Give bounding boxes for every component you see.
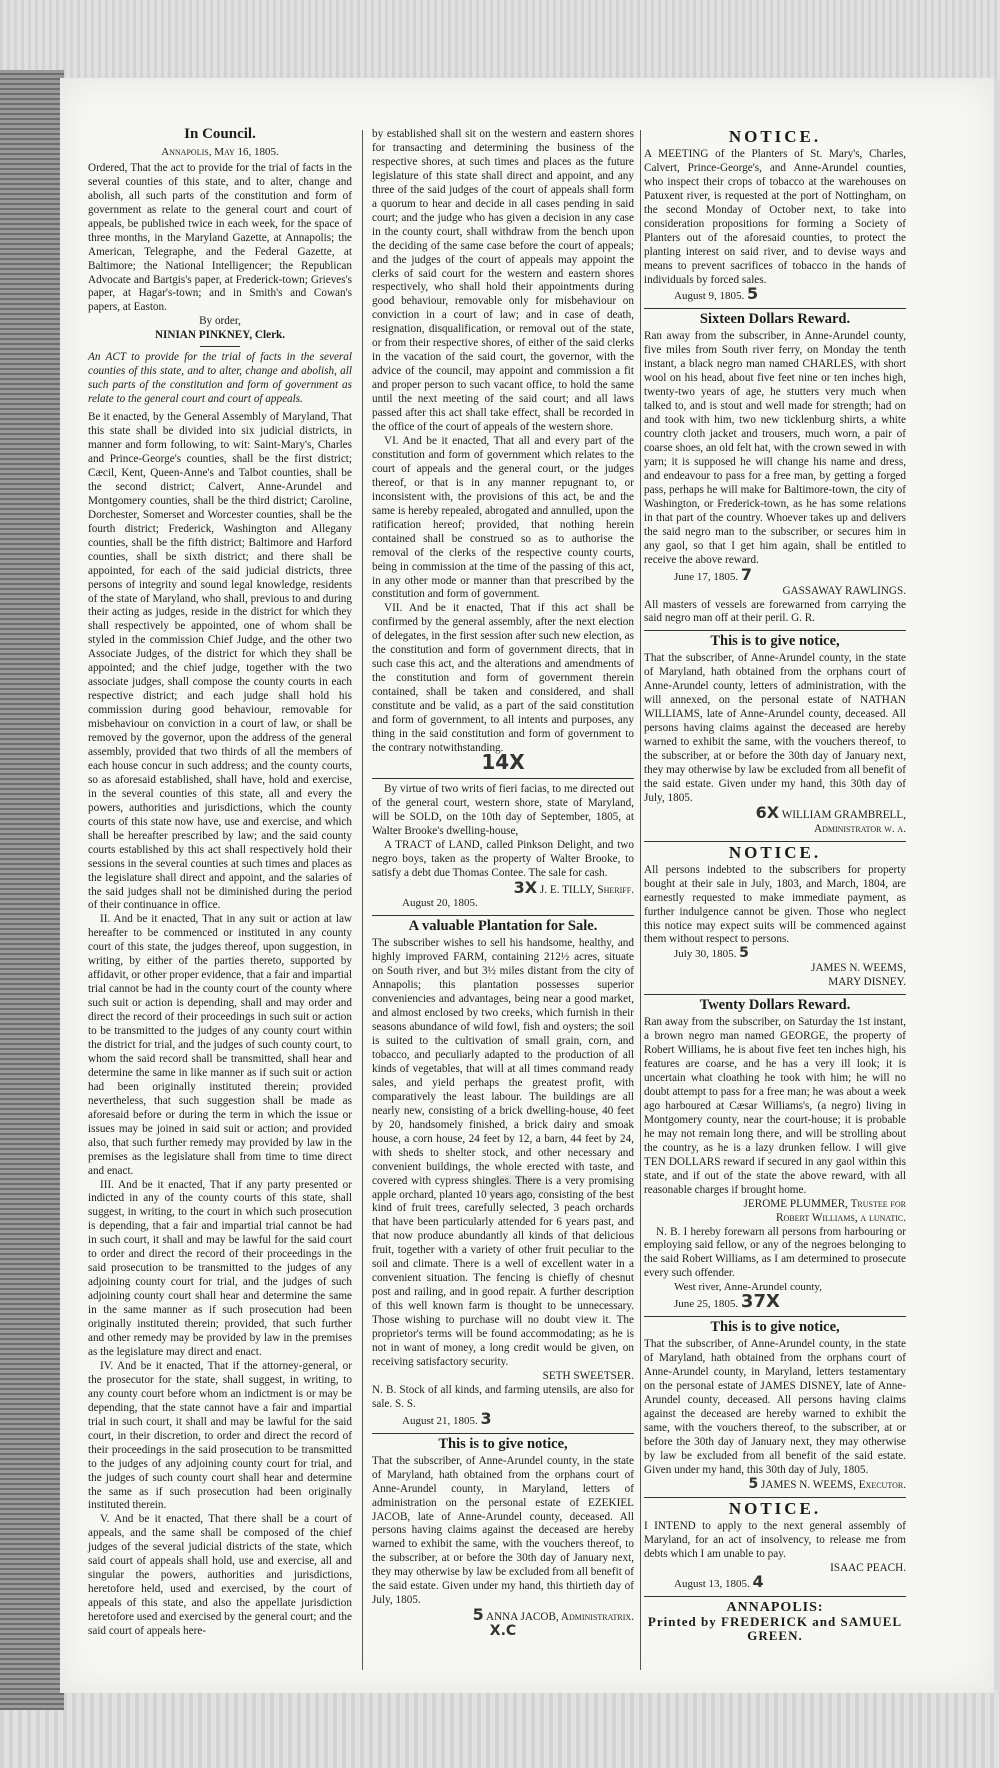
column-1 <box>88 128 352 1639</box>
debts-date: July 30, 1805. <box>674 948 737 961</box>
disney-body: That the subscriber, of Anne-Arundel county, in the state of Maryland, hath obtained from the orphans court of Anne-Arundel county, in Maryland, letters testamentary on the personal estate of JAMES DISNEY, late of Anne-Arundel county, deceased. All persons having claims against the deceased are hereby warned to exhibit the same, with the vouchers thereof, to the subscriber, at or before the 30th day of January next, they may otherwise by law be excluded from all benefit of the said estate. Given under my hand, this 30th day of July, 1805. <box>644 1338 906 1476</box>
reward16-note: All masters of vessels are forewarned from carrying the said negro man off at their peril. <box>644 598 906 625</box>
sheriff-notice: By virtue of two writs of fieri facias, to me directed out of the general court, western shore, state of Maryland, will be SOLD, on the 10th day of September, 1805, at Walter Brooke's dwelling-house, <box>372 782 634 837</box>
plantation-nb: N. B. Stock of all kinds, and farming utensils, are also for sale. <box>372 1383 634 1410</box>
debts-notice: All persons indebted to the subscribers for property bought at their sale in July, 1803, and March, 1804, are earnestly requested to make immediate payment, as further indulgence cannot be given. Those who neglect this notice may expect suits will be commenced against them without respect to persons. <box>644 863 906 946</box>
column-divider <box>640 130 641 1670</box>
binding-edge <box>0 70 64 1710</box>
plantation-nb-signature: S. S. <box>395 1397 416 1410</box>
williams-signature: WILLIAM GRAMBRELL, <box>781 808 906 821</box>
planters-date: August 9, 1805. <box>674 290 745 303</box>
imprint-printers: Printed by FREDERICK and SAMUEL GREEN. <box>647 1614 903 1644</box>
page-bottom-edge <box>0 1690 1000 1768</box>
plantation-signature: SETH SWEETSER. <box>542 1369 634 1382</box>
act-section-5: V. And be it enacted, That there shall be a court of appeals, and the same shall be composed of the chief judges of the several judicial districts of the state, which said court of appeals shall hold, use and exercise, all and singular the powers, authorities and jurisdictions, heretofore held, used and exercised, by the court of appeals of this state, and also the appellate jurisdiction heretofore used and exercised by the general court; and the said court of appeals here- <box>88 1513 352 1638</box>
disney-heading: This is to give notice, <box>710 1319 840 1336</box>
act-section-6: VI. And be it enacted, That all and every part of the constitution and form of government which relates to the court of appeals and the general court, or the judges thereof, or that is in any manner repugnant to, or inconsistent with, the provisions of this act, be and the same is hereby repealed, abrogated and annulled, upon the ratification hereof; provided, that nothing herein contained shall be construed so as to authorise the removal of the clerks of the respective county courts, being in commission at the time of the passing of this act, in any other mode or manner than that prescribed by the constitution and form of government. <box>372 434 634 601</box>
reward20-place: West river, Anne-Arundel county, <box>674 1281 822 1294</box>
column-divider <box>362 130 363 1670</box>
divider <box>644 630 906 631</box>
handwritten-mark: 6X <box>755 802 780 822</box>
divider <box>644 308 906 309</box>
notice-heading: NOTICE. <box>728 1498 822 1518</box>
council-date: Annapolis, May 16, 1805. <box>161 145 279 158</box>
act-title: An ACT to provide for the trial of facts in the several counties of this state, and to alter, change and abolish, all such parts of the constitution and form of government as relate to the general court and court of appeals. <box>88 351 352 406</box>
reward16-date: June 17, 1805. <box>674 570 739 583</box>
sheriff-tract: A TRACT of LAND, called Pinkson Delight, and two negro boys, taken as the property of Walter Brooke, to satisfy a debt due Thomas Contee. The sale for cash. <box>372 838 634 879</box>
council-heading: In Council. <box>184 126 256 142</box>
reward16-signature: GASSAWAY RAWLINGS. <box>782 584 906 597</box>
act-section-2: II. And be it enacted, That in any suit or action at law hereafter to be commenced or instituted in any county court of this state, the judges thereof, upon suggestion, in writing, by either of the parties thereto, supported by affidavit, or other proper evidence, that a fair and impartial trial cannot be had in the county court of the county where such suit or action is depending, shall and may order and direct the record of their proceedings in such suit or action to be transmitted to the judges of any county court within the district for trial, and the judges of such county court, to whom the said record shall be transmitted, shall hear and determine the same in like manner as if such suit or action had been originally instituted therein; provided nevertheless, that such suggestion shall be made as aforesaid before or during the term in which the issue or issues may be joined in said suit or action; and provided also, that such further remedy may provided by law in the premises as the legislature shall from time to time direct and enact. <box>88 913 352 1177</box>
divider <box>644 1316 906 1317</box>
handwritten-mark: 3 <box>480 1408 492 1428</box>
reward16-body: Ran away from the subscriber, in Anne-Arundel county, five miles from South river ferry, on Monday the tenth instant, a black negro man named CHARLES, with short wool on his head, about five feet nine or ten inches high, twenty-two years of age, he stutters very much when talked to, and is stout and well made for strength; had on and took with him, two new ticklenburg shirts, a white country cloth jacket and trousers, much worn, a pair of coarse shoes, an old felt hat, with the crown sewed in with yarn; it is supposed he will change his name and dress, and endeavour to pass for a free man, by getting a forged pass, perhaps he will make for Baltimore-town, the city of Washington, or Frederick-town, as he has some relations in that part of the country. Whoever takes up and delivers the said negro man to the subscriber, or secures him in any gaol, so that I get him again, shall be entitled to receive the above reward. <box>644 330 906 566</box>
notice-heading: NOTICE. <box>728 127 822 146</box>
divider <box>644 841 906 842</box>
act-section-5-continued: by established shall sit on the western and eastern shores for transacting and determining the business of the respective shores, at such times and places as the future legislature of this state shall direct and appoint, and any three of the said judges of the court of appeals shall form a quorum to hear and decide in all cases pending in said court; and the judge who has given a decision in any case in the county court, shall withdraw from the bench upon the deciding of the same case before the court of appeals; and the judges of the court of appeals may appoint the clerks of said court for the western and eastern shores respectively, who shall hold their appointments during good behaviour, removable only for misbehaviour on conviction in a court of law; and in case of death, resignation, disqualification, or removal out of the state, or from their respective shores, of either of the said clerks in the vacation of the said court, the governor, with the advice of the council, may appoint and commission a fit and proper person to such vacant office, to hold the same until the next meeting of the said court; and all laws passed after this act shall take effect, shall be recorded in the office of the court of appeals of the western shore. <box>372 128 634 434</box>
handwritten-mark: 4 <box>752 1572 764 1592</box>
divider <box>372 1433 634 1434</box>
handwritten-mark: 3X <box>513 877 538 897</box>
handwritten-mark: 5 <box>747 284 759 304</box>
divider <box>200 346 240 347</box>
divider <box>644 994 906 995</box>
act-section-4: IV. And be it enacted, That if the attorney-general, or the prosecutor for the state, shall suggest, in writing, to any county court before whom an indictment is or may be depending, that the state cannot have a fair and impartial trial in such court, it shall and may be lawful for the said court, in their discretion, to order and direct the record of their proceedings in the said prosecution to be transmitted to the judges of any adjoining county court for trial, and the judges of such county court shall hear and determine the same as if such prosecution had been originally instituted therein. <box>88 1359 352 1512</box>
planters-notice: A MEETING of the Planters of St. Mary's, Charles, Calvert, Prince-George's, and Anne-Arundel counties, who inspect their crops of tobacco at the warehouses on Patuxent river, is requested at the port of Nottingham, on the second Monday of October next, to take into consideration propositions for forming a Society of Planters out of the aforesaid counties, to protect the planting interest on said river, and to devise ways and means to prevent sacrifices of tobacco in the hands of individuals by forced sales. <box>644 147 906 286</box>
reward20-date: June 25, 1805. <box>674 1298 739 1311</box>
sheriff-signature: J. E. TILLY, Sheriff. <box>539 883 634 896</box>
divider <box>644 1497 906 1498</box>
plantation-heading: A valuable Plantation for Sale. <box>408 918 598 935</box>
act-section-7: VII. And be it enacted, That if this act shall be confirmed by the general assembly, after the next election of delegates, in the first session after such new election, as the constitution and form of government directs, that in such case this act, and the alterations and amendments of the constitution and form of government therein contained, shall be taken and considered, and shall constitute and be valid, as a part of the said constitution and form of government, to all intents and purposes, any thing in the said constitution and form of government to the contrary notwithstanding. <box>372 602 634 754</box>
divider <box>372 915 634 916</box>
plantation-date: August 21, 1805. <box>402 1414 478 1427</box>
williams-body: That the subscriber, of Anne-Arundel county, in the state of Maryland, hath obtained from the orphans court of Anne-Arundel county, letters of administration, with the will annexed, on the personal estate of NATHAN WILLIAMS, late of Anne-Arundel county, deceased. All persons having claims against the deceased are hereby warned to exhibit the same, with the vouchers thereof, to the subscriber, at or before the 30th day of January next, they may otherwise by law be excluded from all benefit of the said estate. Given under my hand, this 30th day of July, 1805. <box>644 652 906 804</box>
handwritten-mark: 5 <box>748 1475 759 1492</box>
debts-signature-2: MARY DISNEY. <box>828 976 906 989</box>
reward20-signature: JEROME PLUMMER, Trustee for <box>743 1197 906 1210</box>
column-2 <box>372 128 634 1640</box>
handwritten-mark: 37X <box>740 1291 780 1313</box>
jacob-body: That the subscriber, of Anne-Arundel county, in the state of Maryland, hath obtained from the orphans court of Anne-Arundel county, in Maryland, letters of administration on the personal estate of EZEKIEL JACOB, late of Anne-Arundel county, deceased. All persons having claims against the deceased are hereby warned to exhibit the same, with the vouchers thereof, to the subscriber, at or before the 30th day of January next, they may otherwise by law be excluded from all benefit of the said estate. Given under my hand, this thirtieth day of July, 1805. <box>372 1454 634 1607</box>
reward20-nb: N. B. I hereby forewarn all persons from harbouring or employing said fellow, or any of the negroes belonging to the said Robert Williams, as I am determined to prosecute every such offender. <box>644 1225 906 1280</box>
insolvency-notice: I INTEND to apply to the next general assembly of Maryland, for an act of insolvency, to release me from debts which I am unable to pay. <box>644 1519 906 1560</box>
council-clerk: NINIAN PINKNEY, Clerk. <box>154 329 286 342</box>
reward20-body: Ran away from the subscriber, on Saturday the 1st instant, a brown negro man named GEORGE, the property of Robert Williams, he is about five feet ten inches high, his features are coarse, and he has a very ill look; it is uncertain what cloathing he took with him; he will no doubt attempt to pass for a free man; he was about a week ago harboured at Cæsar Williams's, (a negro) living in Montgomery county, near the court-house; it is probable he may not remain long there, and will be strolling about the country, as he is a lazy drunken fellow. I will give TEN DOLLARS reward if secured in any gaol within this state, and if out of the state the above reward, with all reasonable charges if brought home. <box>644 1016 906 1196</box>
plantation-body: The subscriber wishes to sell his handsome, healthy, and highly improved FARM, containing 212½ acres, situate on South river, and but 3½ miles distant from the city of Annapolis; this plantation possesses superior conveniencies and advantages, being near a good market, and almost enclosed by two creeks, which furnish in their seasons abundance of wild fowl, fish and oysters; the soil is suited to the cultivation of small grain, corn, and tobacco, and peculiarly adapted to the production of all kinds of vegetables, that will at all times command ready sales, and yield perhaps the greatest profit, with comparatively the least labour. The buildings are all nearly new, consisting of a brick dwelling-house, 40 feet by 20, handsomely finished, a brick dairy and smoak house, a corn house, 24 feet by 12, a barn, 44 feet by 24, with sheds to shelter stock, and other necessary and convenient buildings, the whole erected with taste, and covered with cypress shingles. There is a very promising apple orchard, planted 10 years ago, consisting of the best kind of fruit trees, carefully selected, 3 peach orchards that have been particularly attended for 6 years past, and that now produce abundantly all kinds of that delicious fruit, together with a variety of other fruit peculiar to the soil and climate. There is a well of excellent water in a convenient situation. The fencing is chiefly of chesnut post and railing, and in good repair. A further description of this well known farm is thought to be unnecessary. Those wishing to purchase will no doubt view it. The proprietor's terms will be found accommodating; as he is not in want of money, a long credit would be given, on receiving satisfactory security. <box>372 937 634 1368</box>
handwritten-mark: X.C <box>489 1623 517 1640</box>
imprint-city: ANNAPOLIS: <box>726 1600 824 1616</box>
council-order: Ordered, That the act to provide for the trial of facts in the several counties of this state, and to alter, change and abolish, all such parts of the constitution and form of government as relate to the general court and court of appeals, be published twice in each week, for the space of three months, in the Maryland Gazette, at Annapolis; the American, Telegraphe, and the Federal Gazette, at Baltimore; the National Intelligencer; the Republican Advocate and Bartgis's paper, at Frederick-town; Grieves's paper, at Hagar's-town; and in Smith's and Cowan's papers, at Easton. <box>88 161 352 314</box>
handwritten-mark: 14X <box>481 749 525 774</box>
handwritten-mark: 7 <box>740 564 753 584</box>
reward16-heading: Sixteen Dollars Reward. <box>699 311 851 328</box>
jacob-heading: This is to give notice, <box>438 1435 568 1452</box>
act-section-1: Be it enacted, by the General Assembly of Maryland, That this state shall be divided into six judicial districts, in manner and form following, to wit: Saint-Mary's, Charles and Prince-George's counties, shall be the first district; Cæcil, Kent, Queen-Anne's and Talbot counties, shall be the second district; Calvert, Anne-Arundel and Montgomery counties, shall be the third district; Caroline, Dorchester, Somerset and Worcester counties, shall be the fourth district; Frederick, Washington and Allegany counties, shall be the fifth district; Baltimore and Harford counties, shall be sixth district; and there shall be appointed, for each of the said judicial districts, three persons of integrity and sound legal knowledge, residents of the state of Maryland, who shall, previous to and during their acting as judges, reside in the district for which they shall respectively be appointed, one of whom shall be styled in the commission Chief Judge, and the other two Associate Judges, of the district for which they shall be appointed; and the chief judge, together with the two associate judges, shall compose the county courts in each respective district; and each judge shall hold his commission during good behaviour, removable for misbehaviour on conviction in a court of law, or shall be removed by the governor, upon the address of the general assembly, provided that two thirds of all the members of each house concur in such address; and the county courts, so as aforesaid established, shall have, hold and exercise, in the several counties of this state, all and every the powers, authorities and jurisdictions, which the county courts of this state now have, use and exercise, and which shall be hereafter prescribed by law; and the said county courts established by this act shall respectively hold their sessions in the several counties at such times and places as the legislature shall direct and appoint, and the salaries of the said judges shall not be diminished during the period of their continuance in office. <box>88 411 352 912</box>
debts-signature-1: JAMES N. WEEMS, <box>811 962 906 975</box>
act-section-3: III. And be it enacted, That if any party presented or indicted in any of the county courts of this state, shall suggest, in writing, to the court in which such prosecution is depending, that a fair and impartial trial cannot be had in such court, it shall and may be lawful for the said court to order and direct the record of their proceedings in the said prosecution to be transmitted to the judges of any adjoining county court for trial, and the judges of such adjoining county court shall hear and determine the same in the same manner as if such prosecution had been originally instituted therein; provided, that such further and other remedy may be provided by law in the premises as the legislature may direct and enact. <box>88 1178 352 1358</box>
williams-signature-title: Administrator w. a. <box>813 822 906 835</box>
reward20-heading: Twenty Dollars Reward. <box>699 997 851 1014</box>
insolvency-date: August 13, 1805. <box>674 1578 750 1591</box>
sheriff-date: August 20, 1805. <box>402 897 478 910</box>
handwritten-mark: 5 <box>472 1605 484 1625</box>
divider <box>644 1596 906 1597</box>
disney-signature: JAMES N. WEEMS, Executor. <box>761 1478 906 1491</box>
reward16-note-signature: G. R. <box>791 612 815 625</box>
page-top-edge <box>0 0 1000 80</box>
divider <box>372 778 634 779</box>
insolvency-signature: ISAAC PEACH. <box>830 1561 906 1574</box>
column-3 <box>644 128 906 1643</box>
notice-heading: NOTICE. <box>728 842 822 862</box>
jacob-signature: ANNA JACOB, Administratrix. <box>485 1611 634 1624</box>
handwritten-mark: 5 <box>739 945 749 962</box>
reward20-signature-title: Robert Williams, a lunatic. <box>776 1211 906 1224</box>
council-by-order: By order, <box>199 315 241 328</box>
williams-heading: This is to give notice, <box>710 633 840 650</box>
